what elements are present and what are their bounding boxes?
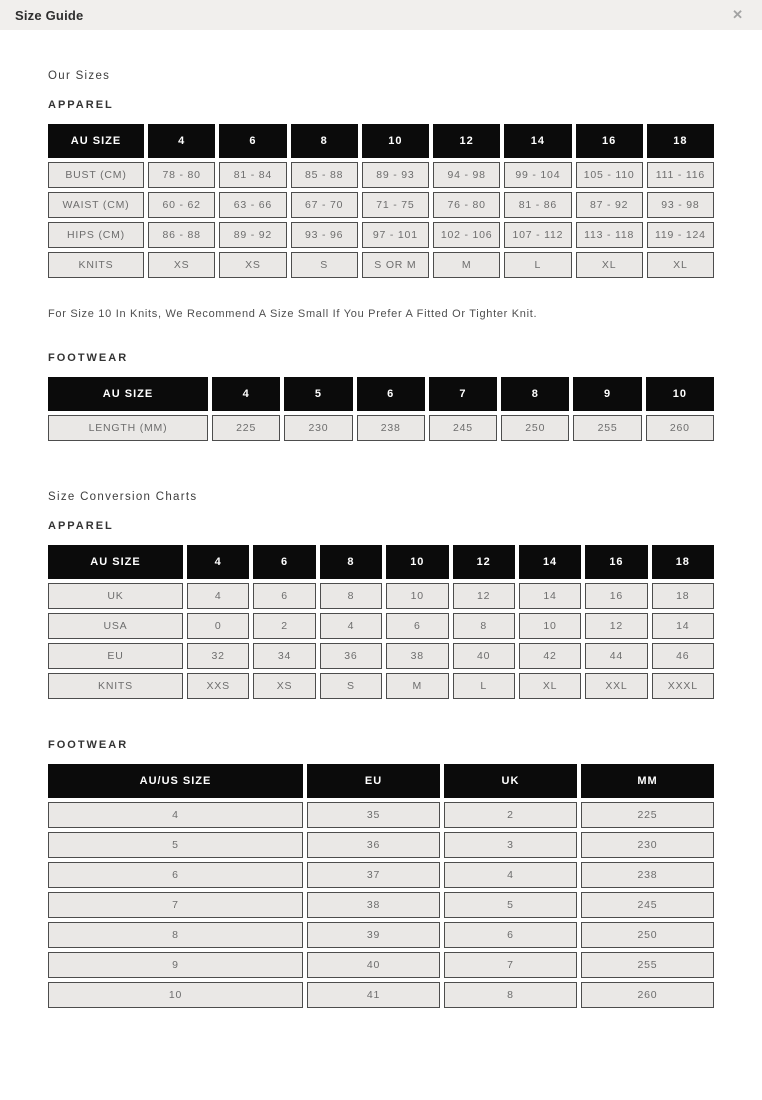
table-cell: 6: [444, 922, 577, 948]
table-header-cell: 14: [519, 545, 581, 579]
table-cell: 35: [307, 802, 440, 828]
table-cell: 60 - 62: [148, 192, 215, 218]
table-header-cell: 18: [652, 545, 714, 579]
table-cell: 3: [444, 832, 577, 858]
table-cell: 37: [307, 862, 440, 888]
table-header-cell: AU/US SIZE: [48, 764, 303, 798]
table-cell: 119 - 124: [647, 222, 714, 248]
table-cell: 102 - 106: [433, 222, 500, 248]
footwear-sizes-heading: FOOTWEAR: [48, 352, 129, 364]
table-cell: 4: [187, 583, 249, 609]
table-cell: XXS: [187, 673, 249, 699]
table-header-row: [48, 124, 714, 158]
table-row: [48, 952, 714, 978]
table-row: [48, 613, 714, 639]
table-cell: 8: [453, 613, 515, 639]
table-cell: 260: [581, 982, 714, 1008]
table-cell: 85 - 88: [291, 162, 358, 188]
table-cell: 94 - 98: [433, 162, 500, 188]
table-cell: LENGTH (MM): [48, 415, 208, 441]
table-cell: XL: [647, 252, 714, 278]
table-cell: UK: [48, 583, 183, 609]
table-row: [48, 922, 714, 948]
table-cell: KNITS: [48, 252, 144, 278]
table-cell: S: [291, 252, 358, 278]
table-row: [48, 415, 714, 441]
apparel-conversion-heading: APPAREL: [48, 520, 114, 532]
table-cell: 230: [284, 415, 352, 441]
table-cell: 10: [519, 613, 581, 639]
table-cell: 89 - 93: [362, 162, 429, 188]
table-cell: 46: [652, 643, 714, 669]
table-header-cell: 12: [453, 545, 515, 579]
table-header-cell: 8: [501, 377, 569, 411]
table-cell: XL: [519, 673, 581, 699]
table-cell: XXL: [585, 673, 647, 699]
table-cell: 8: [320, 583, 382, 609]
table-cell: XS: [253, 673, 315, 699]
footwear-conversion-heading: FOOTWEAR: [48, 739, 129, 751]
table-header-cell: UK: [444, 764, 577, 798]
table-header-cell: 18: [647, 124, 714, 158]
table-cell: 111 - 116: [647, 162, 714, 188]
table-cell: S OR M: [362, 252, 429, 278]
table-cell: 255: [573, 415, 641, 441]
table-cell: 44: [585, 643, 647, 669]
table-cell: 10: [48, 982, 303, 1008]
table-row: [48, 892, 714, 918]
table-header-cell: AU SIZE: [48, 377, 208, 411]
table-cell: 78 - 80: [148, 162, 215, 188]
modal-header: [0, 0, 762, 30]
table-header-cell: 16: [585, 545, 647, 579]
table-cell: 40: [307, 952, 440, 978]
table-cell: 7: [444, 952, 577, 978]
table-header-cell: 10: [646, 377, 714, 411]
table-cell: 2: [253, 613, 315, 639]
table-cell: 71 - 75: [362, 192, 429, 218]
table-header-cell: MM: [581, 764, 714, 798]
table-cell: 0: [187, 613, 249, 639]
table-header-cell: 6: [253, 545, 315, 579]
table-header-cell: 6: [219, 124, 286, 158]
table-cell: 38: [307, 892, 440, 918]
table-cell: 12: [585, 613, 647, 639]
table-cell: XL: [576, 252, 643, 278]
table-header-cell: 8: [320, 545, 382, 579]
table-cell: 5: [444, 892, 577, 918]
table-row: [48, 222, 714, 248]
table-cell: 14: [652, 613, 714, 639]
table-header-cell: 10: [386, 545, 448, 579]
table-cell: 10: [386, 583, 448, 609]
table-cell: 230: [581, 832, 714, 858]
table-cell: S: [320, 673, 382, 699]
table-cell: 250: [581, 922, 714, 948]
table-cell: 81 - 86: [504, 192, 571, 218]
table-row: [48, 673, 714, 699]
table-cell: 99 - 104: [504, 162, 571, 188]
table-header-row: [48, 545, 714, 579]
table-row: [48, 802, 714, 828]
table-header-cell: 9: [573, 377, 641, 411]
table-header-row: [48, 764, 714, 798]
table-header-row: [48, 377, 714, 411]
table-cell: 87 - 92: [576, 192, 643, 218]
table-cell: 107 - 112: [504, 222, 571, 248]
apparel-sizes-heading: APPAREL: [48, 99, 114, 111]
table-header-cell: 8: [291, 124, 358, 158]
table-row: [48, 192, 714, 218]
table-header-cell: 5: [284, 377, 352, 411]
table-cell: L: [453, 673, 515, 699]
table-cell: 36: [307, 832, 440, 858]
table-cell: 4: [320, 613, 382, 639]
table-cell: 2: [444, 802, 577, 828]
knits-note: For Size 10 In Knits, We Recommend A Size Small If You Prefer A Fitted Or Tighter Knit.: [48, 308, 538, 320]
table-cell: 38: [386, 643, 448, 669]
table-cell: L: [504, 252, 571, 278]
table-cell: XXXL: [652, 673, 714, 699]
table-cell: M: [386, 673, 448, 699]
table-cell: 89 - 92: [219, 222, 286, 248]
table-header-cell: 16: [576, 124, 643, 158]
table-cell: 7: [48, 892, 303, 918]
table-cell: 4: [444, 862, 577, 888]
table-cell: 81 - 84: [219, 162, 286, 188]
table-row: [48, 583, 714, 609]
table-header-cell: 4: [212, 377, 280, 411]
table-header-cell: 4: [148, 124, 215, 158]
table-cell: 225: [212, 415, 280, 441]
table-cell: 255: [581, 952, 714, 978]
table-cell: 97 - 101: [362, 222, 429, 248]
table-cell: XS: [148, 252, 215, 278]
table-row: [48, 982, 714, 1008]
table-cell: 14: [519, 583, 581, 609]
table-cell: 40: [453, 643, 515, 669]
section-title-our-sizes: Our Sizes: [48, 70, 111, 82]
table-cell: USA: [48, 613, 183, 639]
table-cell: 67 - 70: [291, 192, 358, 218]
table-cell: 4: [48, 802, 303, 828]
table-cell: 93 - 96: [291, 222, 358, 248]
table-header-cell: 7: [429, 377, 497, 411]
table-cell: 41: [307, 982, 440, 1008]
table-row: [48, 162, 714, 188]
table-cell: EU: [48, 643, 183, 669]
table-cell: 93 - 98: [647, 192, 714, 218]
table-cell: WAIST (CM): [48, 192, 144, 218]
table-cell: 238: [357, 415, 425, 441]
close-icon[interactable]: ✕: [728, 5, 747, 25]
table-row: [48, 832, 714, 858]
table-cell: 42: [519, 643, 581, 669]
table-cell: 8: [444, 982, 577, 1008]
table-cell: BUST (CM): [48, 162, 144, 188]
table-cell: 86 - 88: [148, 222, 215, 248]
apparel-conversion-table: [44, 541, 718, 703]
table-cell: 5: [48, 832, 303, 858]
table-cell: 18: [652, 583, 714, 609]
table-cell: 63 - 66: [219, 192, 286, 218]
table-row: [48, 643, 714, 669]
table-header-cell: 12: [433, 124, 500, 158]
table-cell: 36: [320, 643, 382, 669]
table-cell: 105 - 110: [576, 162, 643, 188]
table-cell: 6: [253, 583, 315, 609]
table-header-cell: EU: [307, 764, 440, 798]
table-cell: XS: [219, 252, 286, 278]
table-cell: 250: [501, 415, 569, 441]
table-cell: 16: [585, 583, 647, 609]
table-row: [48, 862, 714, 888]
size-guide-content: [0, 30, 762, 1012]
table-header-cell: 6: [357, 377, 425, 411]
table-header-cell: 10: [362, 124, 429, 158]
footwear-sizes-table: [44, 373, 718, 445]
footwear-conversion-table: [44, 760, 718, 1012]
table-cell: 6: [386, 613, 448, 639]
table-cell: 39: [307, 922, 440, 948]
section-title-conversion: Size Conversion Charts: [48, 491, 198, 503]
table-header-cell: 4: [187, 545, 249, 579]
table-cell: 32: [187, 643, 249, 669]
table-row: [48, 252, 714, 278]
table-cell: HIPS (CM): [48, 222, 144, 248]
table-header-cell: 14: [504, 124, 571, 158]
table-cell: 9: [48, 952, 303, 978]
table-cell: 34: [253, 643, 315, 669]
table-cell: 225: [581, 802, 714, 828]
modal-title: Size Guide: [15, 7, 84, 23]
table-cell: 260: [646, 415, 714, 441]
apparel-sizes-table: [44, 120, 718, 282]
table-header-cell: AU SIZE: [48, 545, 183, 579]
table-cell: 245: [581, 892, 714, 918]
table-cell: 113 - 118: [576, 222, 643, 248]
table-cell: 76 - 80: [433, 192, 500, 218]
table-cell: M: [433, 252, 500, 278]
table-cell: 6: [48, 862, 303, 888]
table-cell: 12: [453, 583, 515, 609]
table-cell: 8: [48, 922, 303, 948]
table-cell: 238: [581, 862, 714, 888]
table-cell: 245: [429, 415, 497, 441]
table-header-cell: AU SIZE: [48, 124, 144, 158]
table-cell: KNITS: [48, 673, 183, 699]
